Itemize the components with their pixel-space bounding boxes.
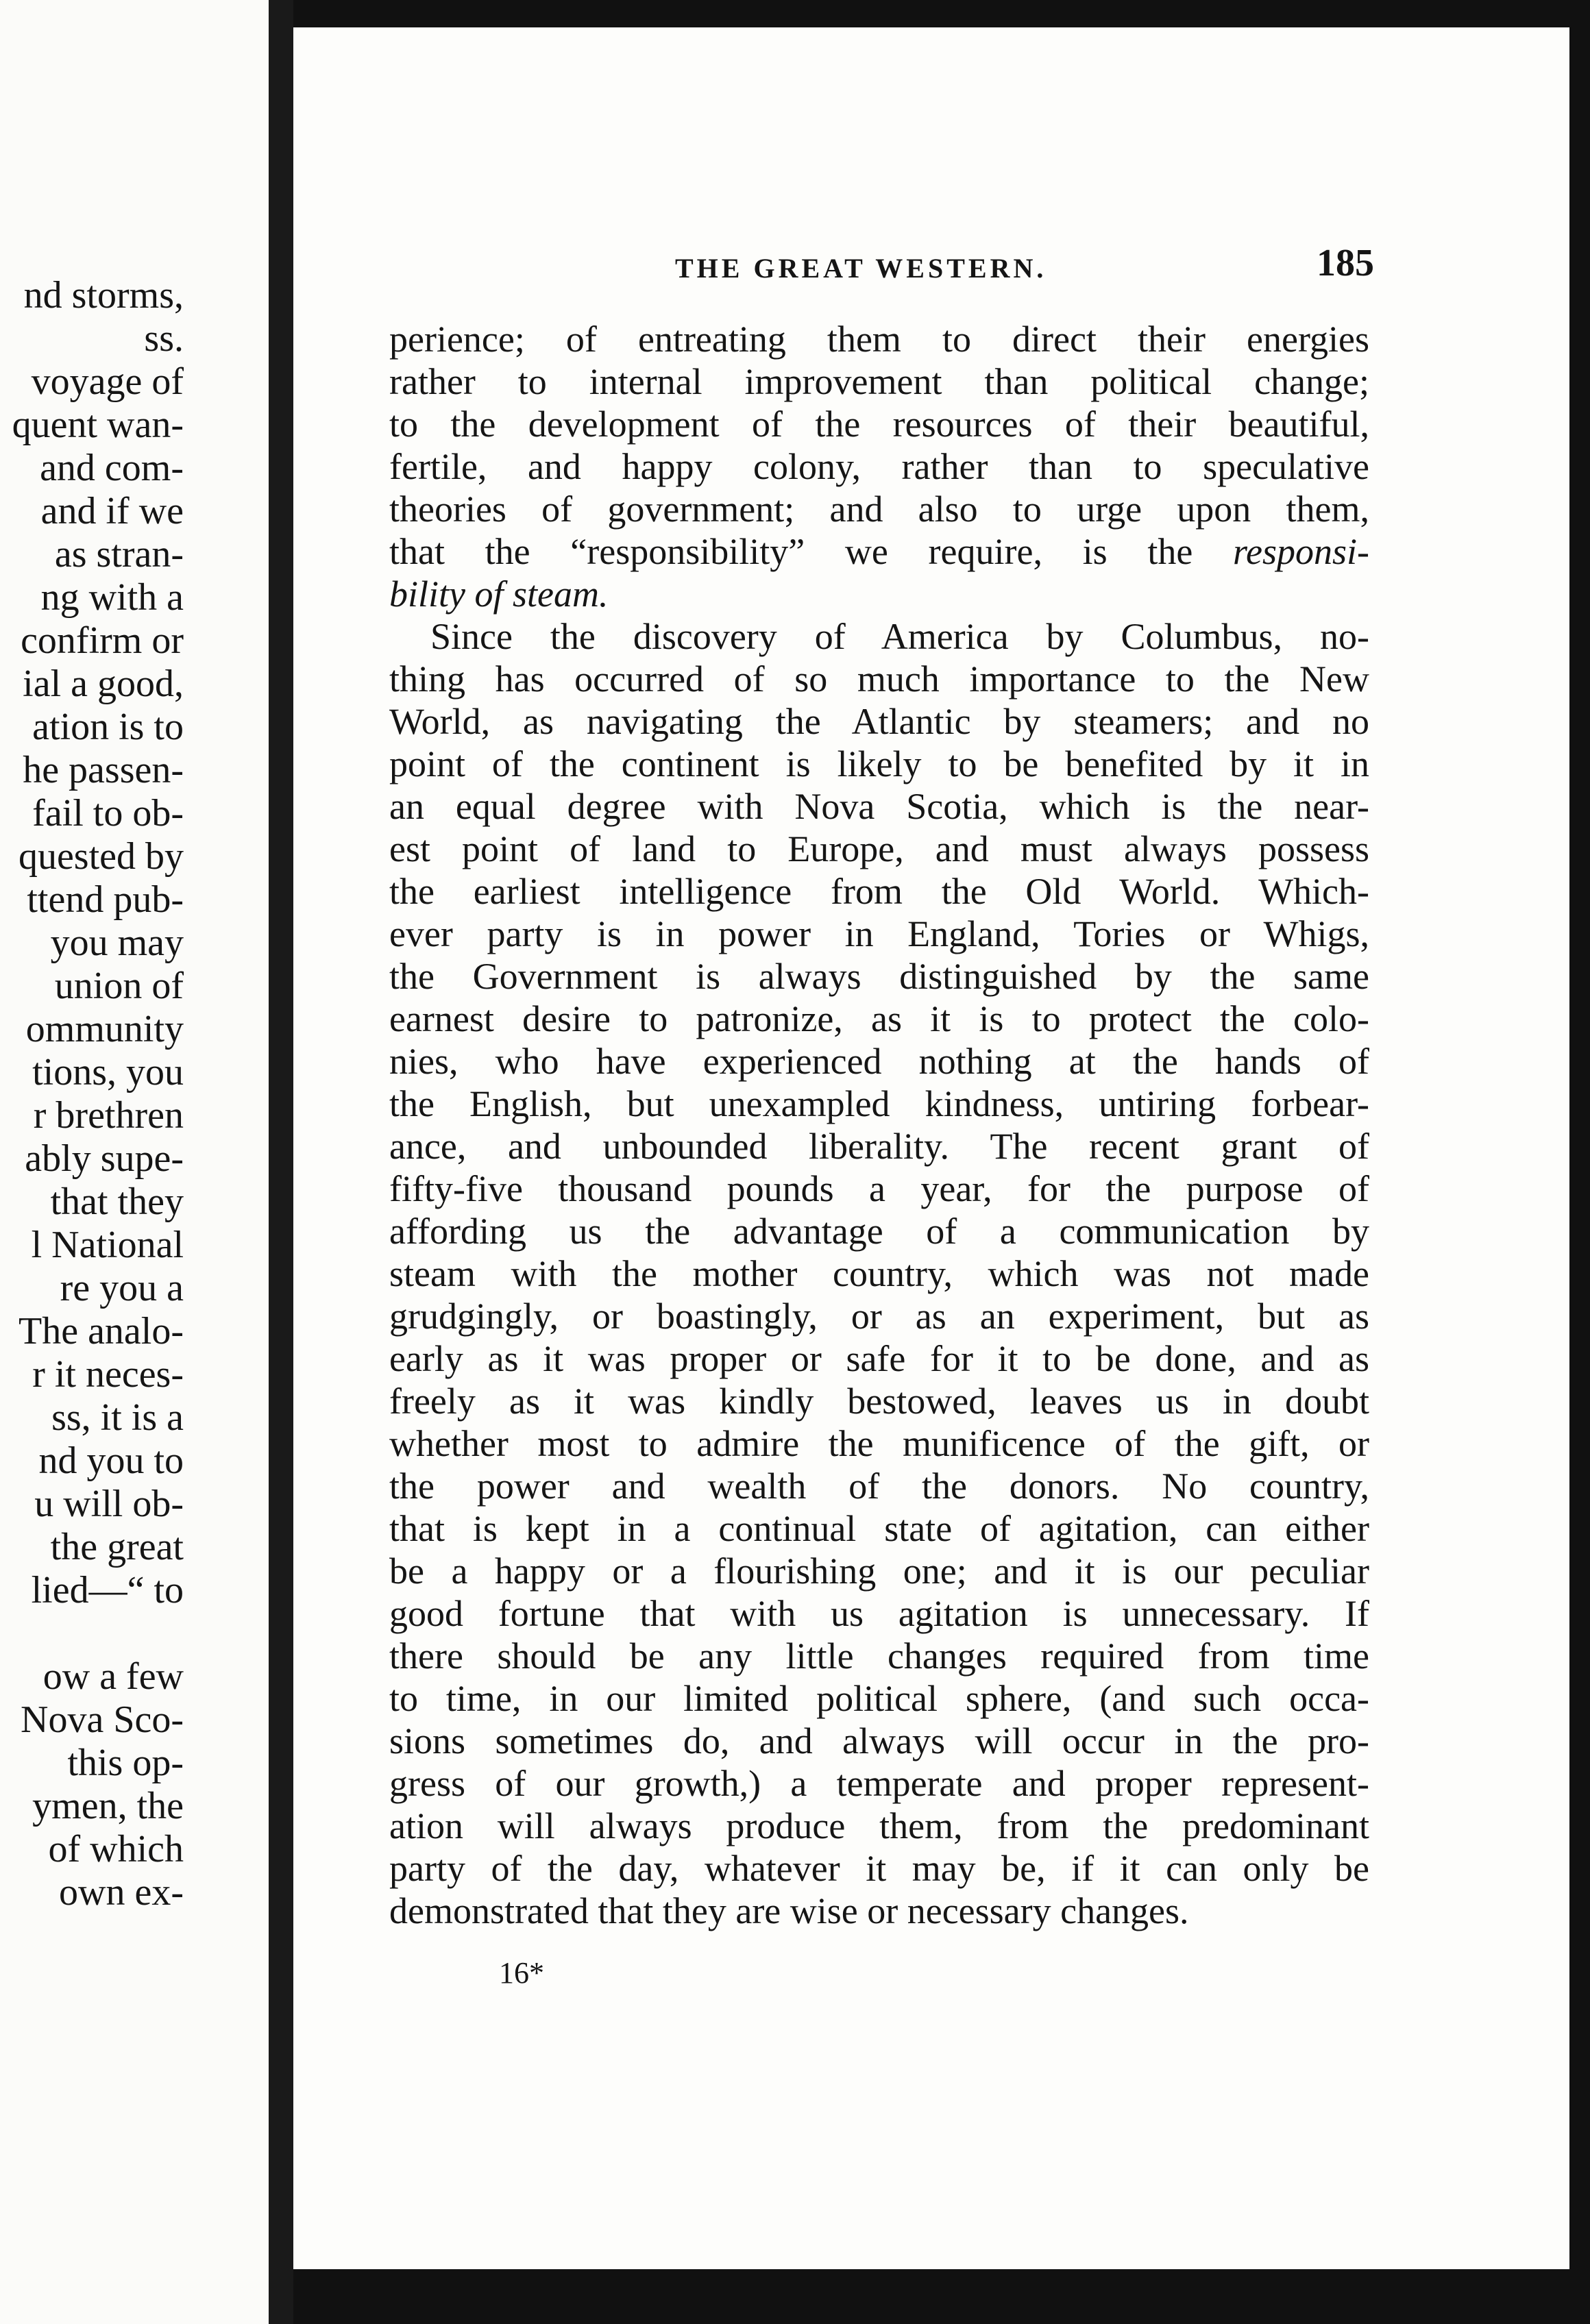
text-line: freely as it was kindly bestowed, leaves us in doubt [389,1381,1369,1422]
text-line: demonstrated that they are wise or necessary changes. [389,1890,1189,1931]
text-line: the earliest intelligence from the Old World. Which- [389,871,1369,912]
text-line: fertile, and happy colony, rather than to speculative [389,446,1369,487]
text-line: ance, and unbounded liberality. The recent grant of [389,1126,1369,1167]
left-page-line: ttend pub- [27,878,184,921]
page-header [374,238,1374,307]
left-page-line: tions, you [32,1051,184,1093]
paragraph-1-line-6 [389,530,1369,573]
italic-text: responsi- [1233,531,1369,572]
left-page-line: lied—“ to [31,1569,184,1611]
left-page-line: ation is to [32,706,184,748]
text-line: the power and wealth of the donors. No country, [389,1466,1369,1507]
text-line: earnest desire to patronize, as it is to protect the colo- [389,998,1369,1039]
left-page-line: that they [50,1180,184,1223]
text-line: whether most to admire the munificence of the gift, or [389,1423,1369,1464]
left-page-line: the great [50,1526,184,1568]
text-line: that the “responsibility” we require, is the [389,531,1233,572]
paragraph-2 [389,615,1369,1932]
text-line: thing has occurred of so much importance to the New [389,658,1369,700]
left-page-line: Nova Sco- [21,1698,184,1741]
left-page-line: l National [31,1224,184,1266]
left-page-line: r it neces- [32,1353,184,1396]
text-line: World, as navigating the Atlantic by steamers; and no [389,701,1369,742]
text-line: early as it was proper or safe for it to be done, and as [389,1338,1369,1379]
left-page-line: nd storms, [23,274,184,317]
text-line: theories of government; and also to urge upon them, [389,489,1369,530]
text-line: steam with the mother country, which was not made [389,1253,1369,1294]
page-number: 185 [1317,242,1374,284]
left-page-line: he passen- [23,749,184,791]
left-page-line: and com- [40,447,184,489]
text-line: est point of land to Europe, and must always possess [389,828,1369,869]
left-page-line: confirm or [21,619,184,662]
left-page-line: u will ob- [34,1483,184,1525]
left-page-line: own ex- [59,1871,184,1914]
left-page-line: ommunity [25,1008,184,1050]
text-line: an equal degree with Nova Scotia, which is the near- [389,786,1369,827]
left-page-line: The analo- [19,1310,184,1352]
body-text [389,318,1369,1932]
text-line: that is kept in a continual state of agitation, can either [389,1508,1369,1549]
left-page-line: you may [50,922,184,964]
left-page-line: voyage of [31,360,184,403]
left-page-line: quent wan- [12,404,184,446]
text-line: ever party is in power in England, Tories or Whigs, [389,913,1369,954]
text-line: there should be any little changes required from time [389,1635,1369,1677]
text-line: perience; of entreating them to direct their energies [389,319,1369,360]
running-title: THE GREAT WESTERN. [675,253,1047,284]
left-page-line: fail to ob- [32,792,184,835]
text-line: nies, who have experienced nothing at the hands of [389,1041,1369,1082]
paragraph-1 [389,318,1369,530]
left-page-line: quested by [18,835,184,878]
text-line: the Government is always distinguished by the same [389,956,1369,997]
left-page-line: ymen, the [32,1785,184,1827]
text-line: good fortune that with us agitation is unnecessary. If [389,1593,1369,1634]
text-line: the English, but unexampled kindness, untiring forbear- [389,1083,1369,1124]
text-line: sions sometimes do, and always will occur in the pro- [389,1720,1369,1761]
text-line: Since the discovery of America by Columbus, no- [430,616,1369,657]
left-page-line: as stran- [54,533,184,576]
italic-text: bility of steam. [389,573,609,615]
left-page-line: ng with a [40,576,184,619]
left-page-line: ss. [144,317,184,360]
left-page-line: re you a [60,1267,184,1309]
left-page-line: this op- [67,1742,184,1784]
book-gutter [269,0,293,2324]
text-line: to the development of the resources of their beautiful, [389,404,1369,445]
left-page-line: ow a few [42,1655,184,1698]
paragraph-1-line-7 [389,573,1369,615]
text-line: gress of our growth,) a temperate and proper represent- [389,1763,1369,1804]
left-page-line [0,1612,184,1655]
left-page-line: ial a good, [23,663,184,705]
left-page-line: of which [48,1828,184,1870]
left-page-fragment [0,0,269,2324]
text-line: point of the continent is likely to be benefited by it in [389,743,1369,784]
left-page-line: ss, it is a [51,1396,184,1439]
left-page-line: ably supe- [25,1137,184,1180]
text-line: be a happy or a flourishing one; and it is our peculiar [389,1550,1369,1592]
text-line: grudgingly, or boastingly, or as an experiment, but as [389,1296,1369,1337]
left-page-line: union of [54,965,184,1007]
text-line: ation will always produce them, from the predominant [389,1805,1369,1846]
text-line: fifty-five thousand pounds a year, for the purpose of [389,1168,1369,1209]
left-page-text [0,274,184,1914]
signature-mark: 16* [499,1956,544,1990]
text-line: to time, in our limited political sphere, (and such occa- [389,1678,1369,1719]
left-page-line: r brethren [33,1094,184,1137]
left-page-line: nd you to [38,1439,184,1482]
text-line: party of the day, whatever it may be, if it can only be [389,1848,1369,1889]
left-page-line: and if we [40,490,184,532]
text-line: affording us the advantage of a communication by [389,1211,1369,1252]
text-line: rather to internal improvement than political change; [389,361,1369,402]
